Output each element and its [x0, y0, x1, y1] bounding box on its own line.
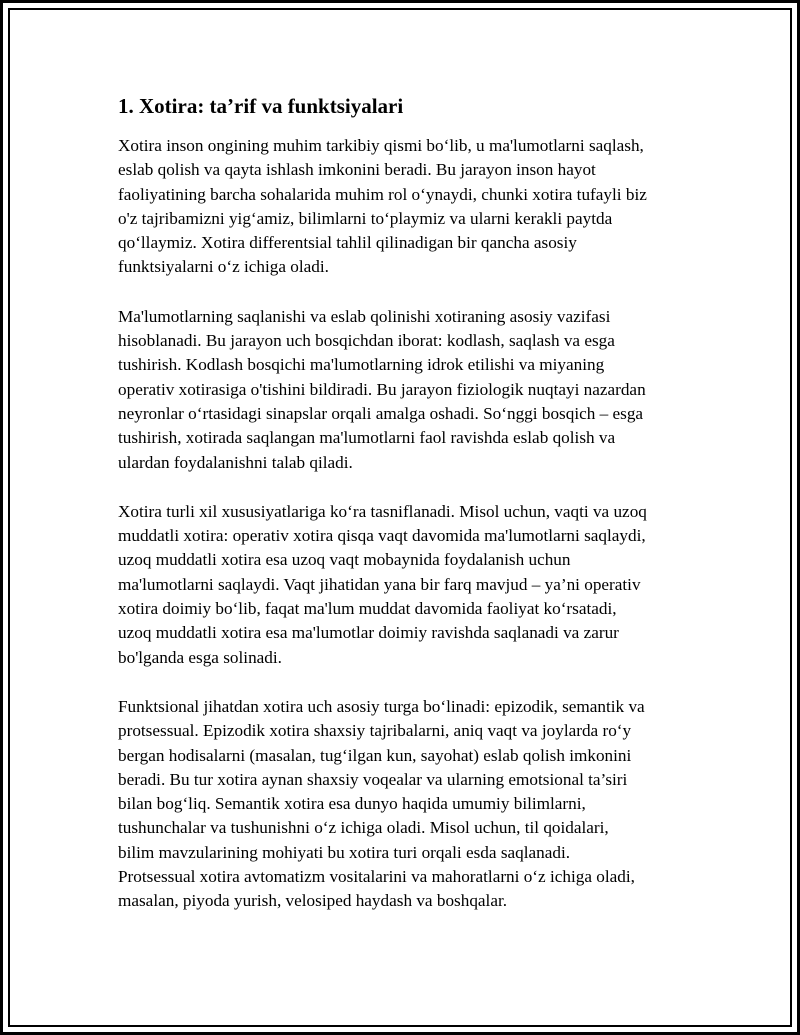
paragraph-definition: Xotira inson ongining muhim tarkibiy qismi bo‘lib, u ma'lumotlarni saqlash, eslab qolish va qayta ishlash imkonini beradi. Bu jarayon inson hayot faoliyatining barcha sohalarida muhim rol o‘ynaydi, chunki xotira tufayli biz o'z tajribamizni yig‘amiz, bilimlarni to‘playmiz va ularni kerakli paytda qo‘llaymiz. Xotira differentsial tahlil qilinadigan bir qancha asosiy funktsiyalarni o‘z ichiga oladi.: [118, 136, 647, 277]
document-body: [118, 92, 698, 939]
paragraph-storage-stages: Ma'lumotlarning saqlanishi va eslab qolinishi xotiraning asosiy vazifasi hisoblanadi. Bu jarayon uch bosqichdan iborat: kodlash, saqlash va esga tushirish. Kodlash bosqichi ma'lumotlarning idrok etilishi va miyaning operativ xotirasiga o'tishini bildiradi. Bu jarayon fiziologik nuqtayi nazardan neyronlar o‘rtasidagi sinapslar orqali amalga oshadi. So‘nggi bosqich – esga tushirish, xotirada saqlangan ma'lumotlarni faol ravishda eslab qolish va ulardan foydalanishni talab qiladi.: [118, 306, 646, 472]
paragraph-memory-types: Funktsional jihatdan xotira uch asosiy turga bo‘linadi: epizodik, semantik va protsessual. Epizodik xotira shaxsiy tajribalarni, aniq vaqt va joylarda ro‘y bergan hodisalarni (masalan, tug‘ilgan kun, sayohat) eslab qolish imkonini beradi. Bu tur xotira aynan shaxsiy voqealar va ularning emotsional ta’siri bilan bog‘liq. Semantik xotira esa dunyo haqida umumiy bilimlarni, tushunchalar va tushunishni o‘z ichiga oladi. Misol uchun, til qoidalari, bilim mavzularining mohiyati bu xotira turi orqali esda saqlanadi. Protsessual xotira avtomatizm vositalarini va mahoratlarni o‘z ichiga oladi, masalan, piyoda yurish, velosiped haydash va boshqalar.: [118, 696, 645, 911]
section-title: 1. Xotira: ta’rif va funktsiyalari: [118, 94, 404, 118]
paragraph-memory-duration: Xotira turli xil xususiyatlariga ko‘ra tasniflanadi. Misol uchun, vaqti va uzoq muddatli xotira: operativ xotira qisqa vaqt davomida ma'lumotlarni saqlaydi, uzoq muddatli xotira esa uzoq vaqt mobaynida foydalanish uchun ma'lumotlarni saqlaydi. Vaqt jihatidan yana bir farq mavjud – ya’ni operativ xotira doimiy bo‘lib, faqat ma'lum muddat davomida faoliyat ko‘rsatadi, uzoq muddatli xotira esa ma'lumotlar doimiy ravishda saqlanadi va zarur bo'lganda esga solinadi.: [118, 501, 647, 667]
